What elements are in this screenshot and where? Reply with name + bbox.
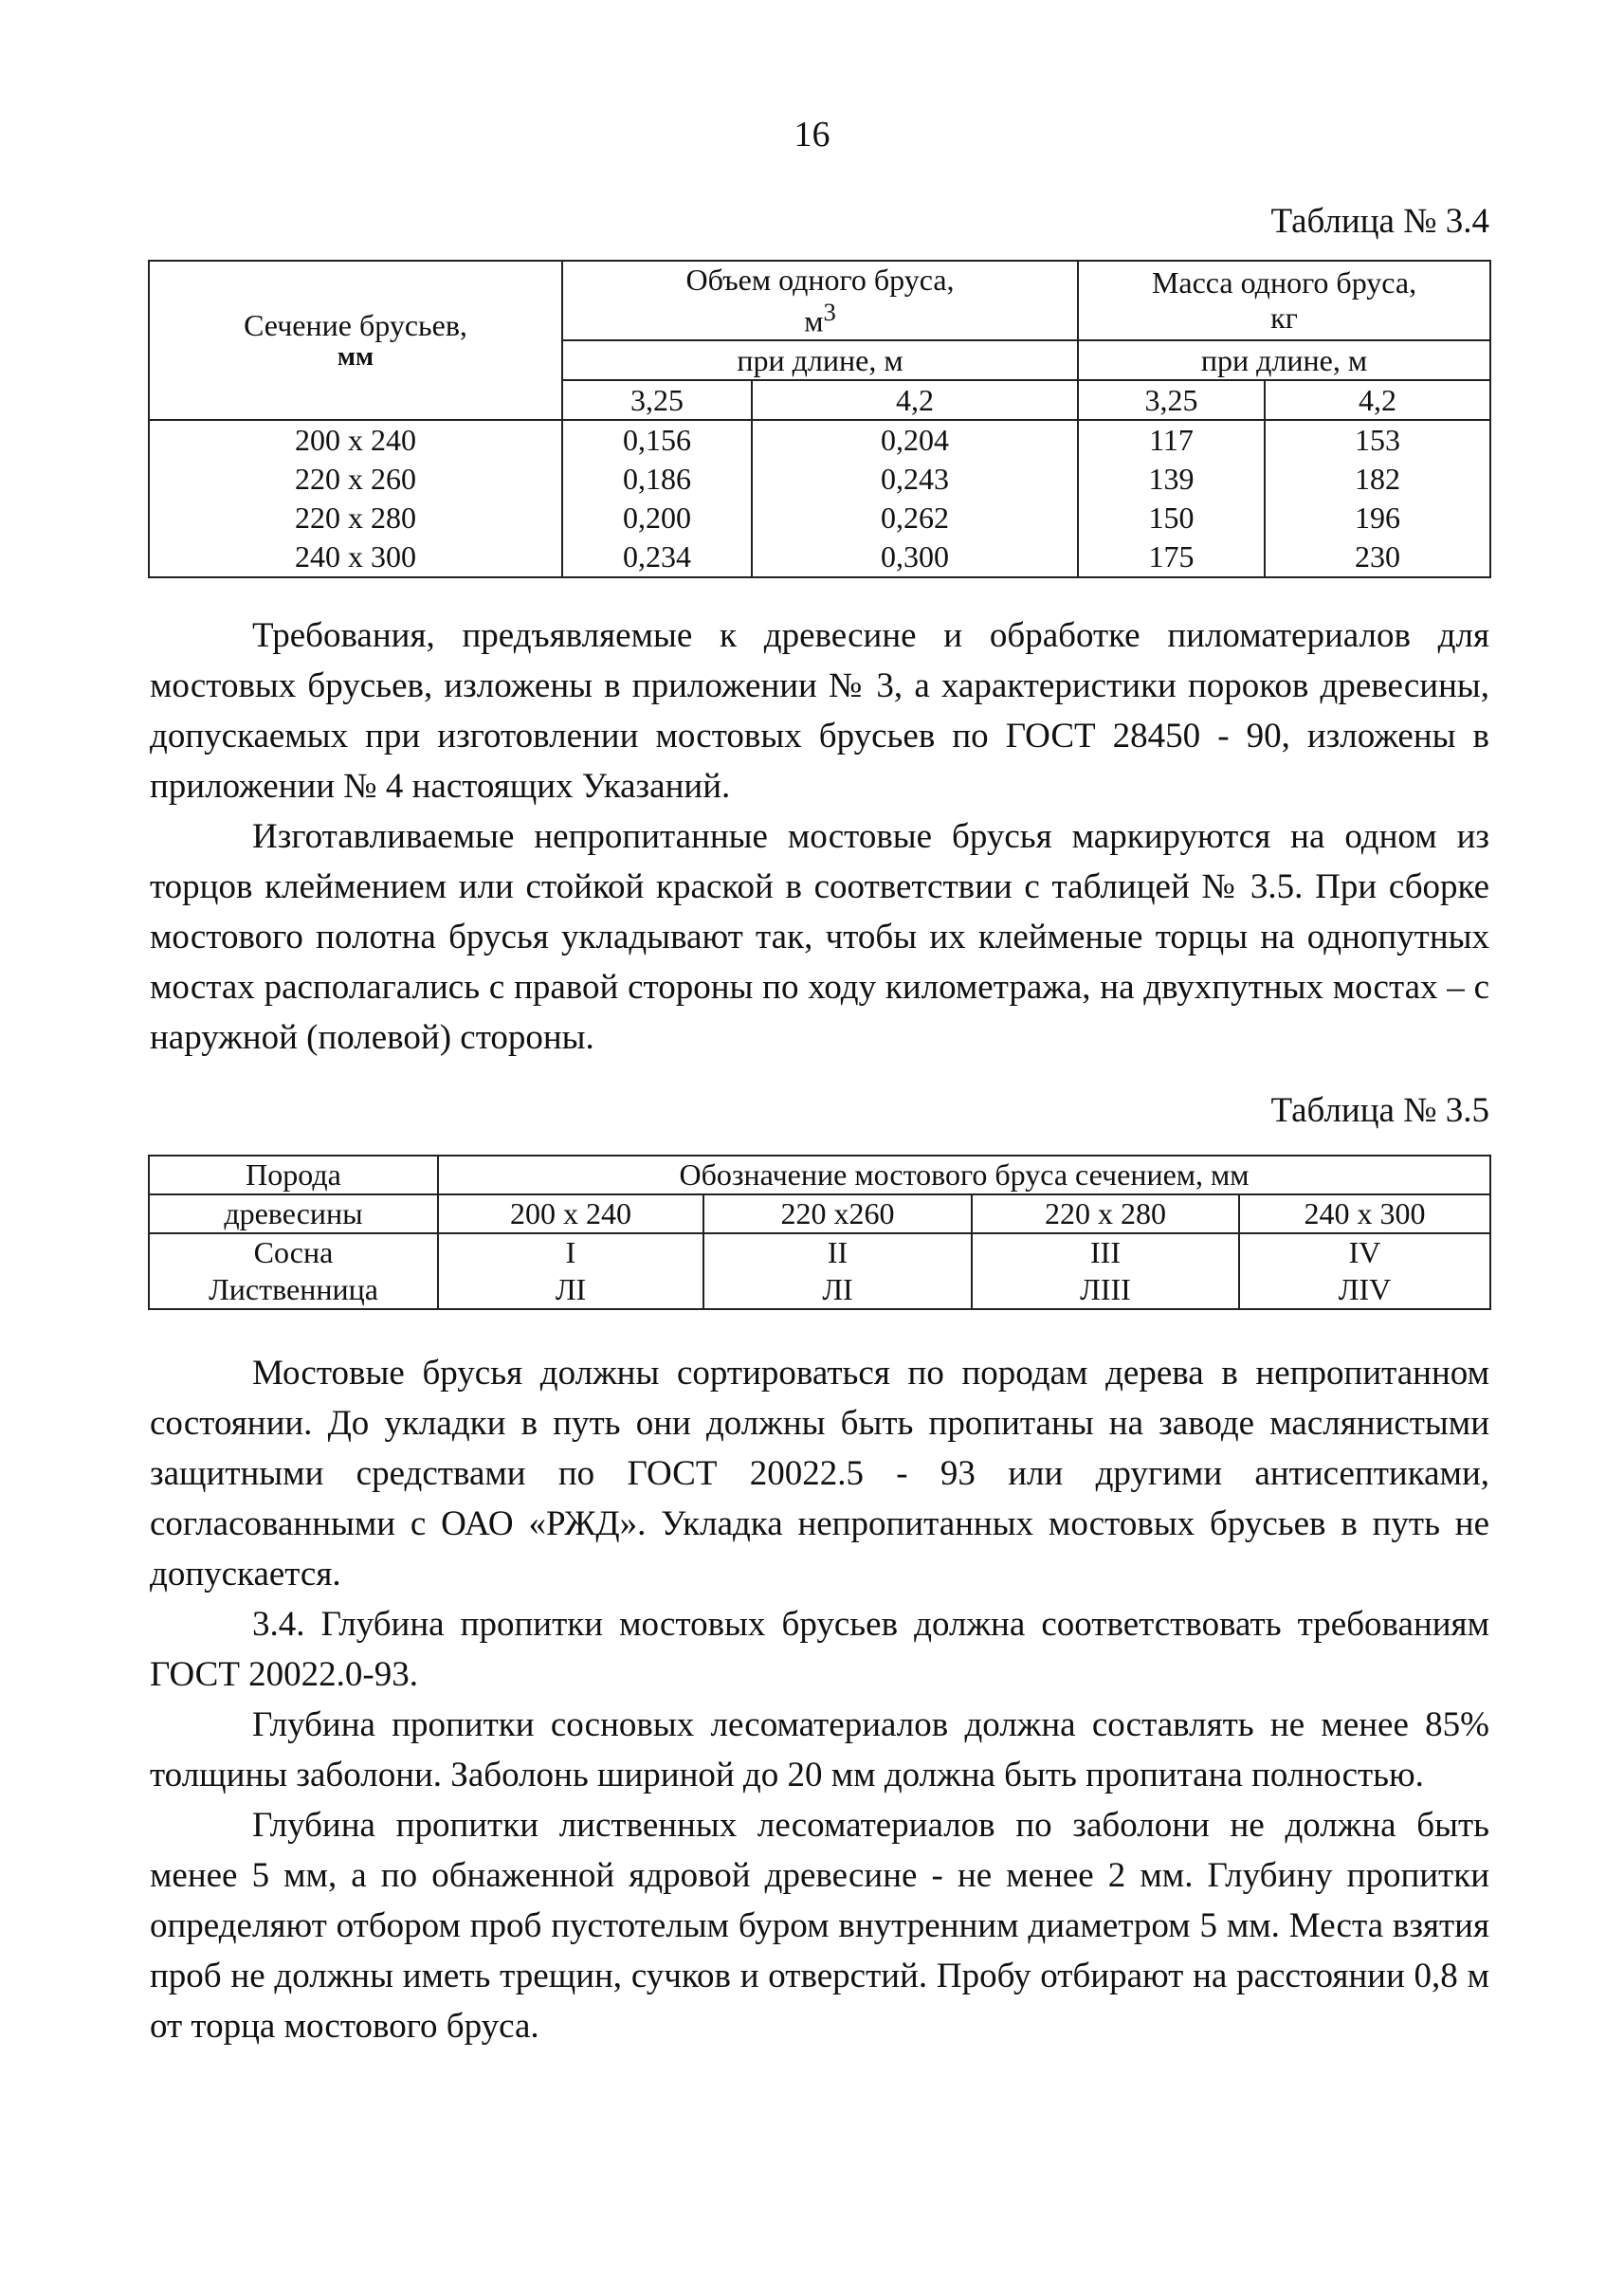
- value-cell: 117: [1078, 420, 1265, 460]
- mass-subheader: при длине, м: [1078, 340, 1490, 380]
- table-row: [149, 1233, 1490, 1271]
- designation-group-header: Обозначение мостового бруса сечением, мм: [438, 1156, 1490, 1194]
- table-row: [149, 1271, 1490, 1309]
- paragraph: 3.4. Глубина пропитки мостовых брусьев должна соответствовать требованиям ГОСТ 20022.0-93.: [150, 1605, 1489, 1694]
- table-caption-3-4: Таблица № 3.4: [1270, 202, 1489, 241]
- value-cell: 0,204: [752, 420, 1078, 460]
- mark-cell: IV: [1239, 1233, 1490, 1271]
- section-cell: 220 x 280: [149, 499, 562, 537]
- volume-length-1: 3,25: [562, 380, 752, 420]
- mass-unit: кг: [1270, 301, 1298, 335]
- species-cell: Лиственница: [149, 1271, 438, 1309]
- volume-title: Объем одного бруса,: [685, 262, 955, 297]
- value-cell: 150: [1078, 499, 1265, 537]
- species-header-line1: Порода: [149, 1156, 438, 1194]
- mass-length-2: 4,2: [1265, 380, 1490, 420]
- mass-length-1: 3,25: [1078, 380, 1265, 420]
- table-row: [149, 537, 1490, 577]
- mark-cell: ЛIII: [972, 1271, 1239, 1309]
- section-header: 240 x 300: [1239, 1194, 1490, 1233]
- table-row: [149, 499, 1490, 537]
- mark-cell: ЛI: [438, 1271, 703, 1309]
- stub-header-unit: мм: [337, 342, 374, 373]
- paragraph: Глубина пропитки лиственных лесоматериалов по заболони не должна быть менее 5 мм, а по обнаженной ядровой древесине - не менее 2 мм. Глубину пропитки определяют отбором проб пустотелым буром внутренним диаметром 5 мм. Места взятия проб не должны иметь трещин, сучков и отверстий. Пробу отбирают на расстоянии 0,8 м от торца мостового бруса.: [150, 1806, 1489, 2046]
- stub-header: [149, 261, 562, 420]
- section-header: 220 x 280: [972, 1194, 1239, 1233]
- page-number: 16: [794, 115, 830, 155]
- paragraph: Изготавливаемые непропитанные мостовые брусья маркируются на одном из торцов клеймением или стойкой краской в соответствии с таблицей № 3.5. При сборке мостового полотна брусья укладывают так, чтобы их клейменые торцы на однопутных мостах располагались с правой стороны по ходу километража, на двухпутных мостах – с наружной (полевой) стороны.: [150, 817, 1489, 1057]
- text-block-2: [150, 1348, 1489, 2051]
- value-cell: 0,200: [562, 499, 752, 537]
- mark-cell: II: [703, 1233, 972, 1271]
- value-cell: 196: [1265, 499, 1490, 537]
- mark-cell: ЛI: [703, 1271, 972, 1309]
- stub-header-label: Сечение брусьев,: [244, 307, 467, 342]
- table-3-4: [148, 260, 1491, 578]
- paragraph: Мостовые брусья должны сортироваться по породам дерева в непропитанном состоянии. До укладки в путь они должны быть пропитаны на заводе маслянистыми защитными средствами по ГОСТ 20022.5 - 93 или другими антисептиками, согласованными с ОАО «РЖД». Укладка непропитанных мостовых брусьев в путь не допускается.: [150, 1354, 1489, 1594]
- table-row: [149, 460, 1490, 499]
- species-header-line2: древесины: [149, 1194, 438, 1233]
- value-cell: 0,234: [562, 537, 752, 577]
- section-cell: 240 x 300: [149, 537, 562, 577]
- value-cell: 153: [1265, 420, 1490, 460]
- volume-unit: $м^3$: [804, 297, 836, 338]
- value-cell: 0,262: [752, 499, 1078, 537]
- mark-cell: III: [972, 1233, 1239, 1271]
- section-cell: 220 x 260: [149, 460, 562, 499]
- mark-cell: ЛIV: [1239, 1271, 1490, 1309]
- section-cell: 200 x 240: [149, 420, 562, 460]
- value-cell: 0,186: [562, 460, 752, 499]
- species-cell: Сосна: [149, 1233, 438, 1271]
- volume-subheader: при длине, м: [562, 340, 1078, 380]
- table-caption-3-5: Таблица № 3.5: [1270, 1091, 1489, 1130]
- value-cell: 0,243: [752, 460, 1078, 499]
- table-3-5: [148, 1155, 1491, 1310]
- paragraph: Глубина пропитки сосновых лесоматериалов должна составлять не менее 85% толщины заболони. Заболонь шириной до 20 мм должна быть пропитана полностью.: [150, 1705, 1489, 1794]
- table-row: [149, 420, 1490, 460]
- value-cell: 0,156: [562, 420, 752, 460]
- value-cell: 175: [1078, 537, 1265, 577]
- text-block-1: [150, 610, 1489, 1063]
- value-cell: 182: [1265, 460, 1490, 499]
- paragraph: Требования, предъявляемые к древесине и обработке пиломатериалов для мостовых брусьев, изложены в приложении № 3, а характеристики пороков древесины, допускаемых при изготовлении мостовых брусьев по ГОСТ 28450 - 90, изложены в приложении № 4 настоящих Указаний.: [150, 616, 1489, 806]
- volume-length-2: 4,2: [752, 380, 1078, 420]
- section-header: 200 x 240: [438, 1194, 703, 1233]
- section-header: 220 x260: [703, 1194, 972, 1233]
- value-cell: 230: [1265, 537, 1490, 577]
- value-cell: 139: [1078, 460, 1265, 499]
- volume-group-header: [562, 261, 1078, 340]
- mark-cell: I: [438, 1233, 703, 1271]
- value-cell: 0,300: [752, 537, 1078, 577]
- mass-title: Масса одного бруса,: [1151, 265, 1417, 301]
- mass-group-header: [1078, 261, 1490, 340]
